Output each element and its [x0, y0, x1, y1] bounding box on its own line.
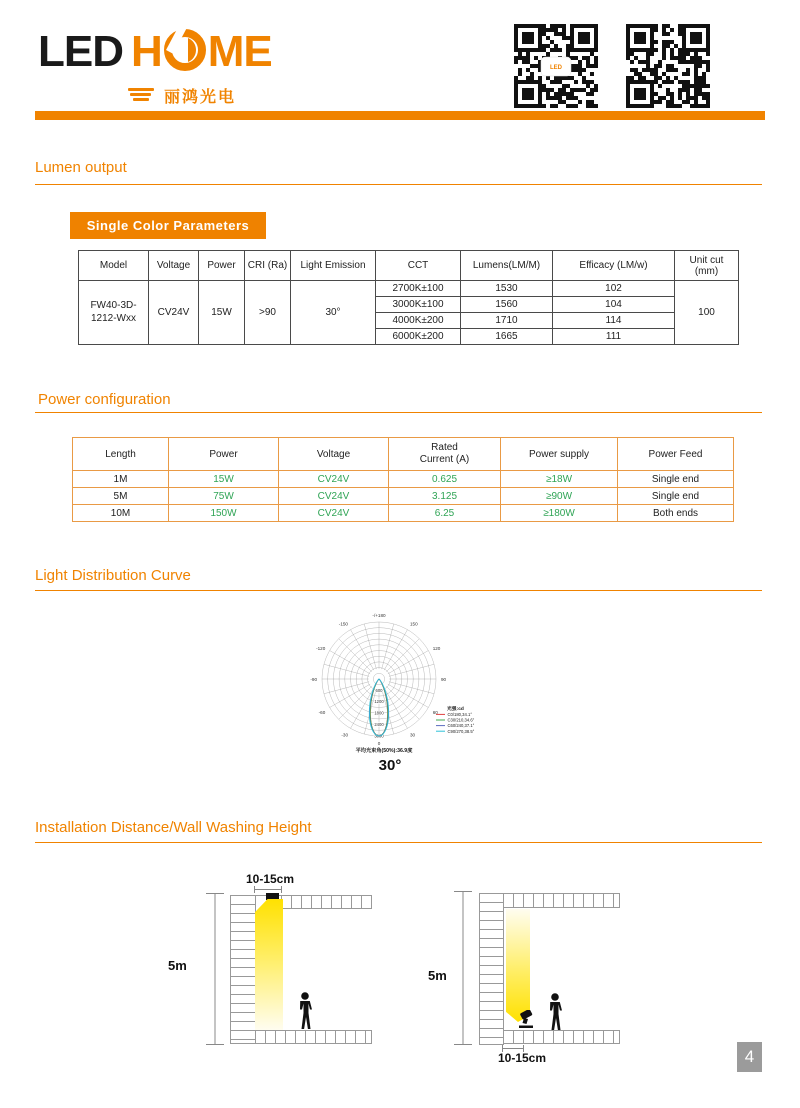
table-cell: 6.25 — [389, 505, 501, 522]
table-cell: 150W — [169, 505, 279, 522]
lumen-output-table — [78, 250, 739, 345]
cct-cell: 6000K±200 — [376, 329, 461, 345]
svg-text:1200: 1200 — [374, 699, 384, 705]
header-divider-bar — [35, 111, 765, 120]
distance-label-top: 10-15cm — [245, 872, 295, 886]
lumens-cell: 1665 — [461, 329, 553, 345]
table-cell: 10M — [73, 505, 169, 522]
svg-text:-/+180: -/+180 — [372, 613, 386, 618]
table-cell: 1M — [73, 471, 169, 488]
single-color-parameters-badge: Single Color Parameters — [70, 212, 266, 239]
unit-cut-cell: 100 — [675, 281, 739, 345]
table-cell: 0.625 — [389, 471, 501, 488]
lumens-cell: 1710 — [461, 313, 553, 329]
light-beam-down — [255, 899, 283, 1030]
svg-text:120: 120 — [432, 645, 441, 651]
light-beam-up — [506, 909, 530, 1022]
svg-text:90: 90 — [441, 676, 447, 682]
qr-code-left — [514, 24, 598, 108]
table-row — [73, 471, 734, 488]
svg-text:60: 60 — [432, 710, 438, 715]
floor — [255, 1030, 372, 1044]
svg-text:-150: -150 — [338, 621, 348, 627]
column-header: Power supply — [501, 438, 618, 471]
svg-text:-60: -60 — [318, 710, 326, 715]
height-measure-line — [204, 893, 226, 1045]
section-rule — [35, 842, 762, 843]
svg-text:1800: 1800 — [374, 710, 384, 716]
table-cell: 75W — [169, 488, 279, 505]
logo-led-text: LED — [38, 27, 123, 76]
section-title-light-distribution-curve: Light Distribution Curve — [35, 567, 191, 584]
column-header: Power Feed — [618, 438, 734, 471]
floor — [503, 1030, 620, 1044]
efficacy-cell: 102 — [553, 281, 675, 297]
efficacy-cell: 104 — [553, 297, 675, 313]
table-cell: CV24V — [279, 505, 389, 522]
cri-cell: >90 — [245, 281, 291, 345]
column-header: Length — [73, 438, 169, 471]
uplight-fixture-icon — [516, 1010, 536, 1030]
person-icon — [547, 993, 563, 1031]
section-title-power-configuration: Power configuration — [38, 391, 171, 408]
wall — [230, 895, 256, 1044]
ceiling — [503, 893, 620, 908]
power-configuration-table — [72, 437, 734, 522]
svg-text:150: 150 — [410, 621, 418, 627]
column-header: Power — [199, 251, 245, 281]
lumens-cell: 1560 — [461, 297, 553, 313]
column-header: Rated Current (A) — [389, 438, 501, 471]
table-cell: ≥90W — [501, 488, 618, 505]
height-measure-line — [452, 891, 474, 1045]
svg-text:0: 0 — [377, 741, 381, 746]
efficacy-cell: 114 — [553, 313, 675, 329]
svg-text:C60/240,37.1°: C60/240,37.1° — [447, 723, 475, 729]
column-header: Lumens(LM/M) — [461, 251, 553, 281]
power-cell: 15W — [199, 281, 245, 345]
cct-cell: 2700K±100 — [376, 281, 461, 297]
table-row — [73, 505, 734, 522]
section-title-lumen-output: Lumen output — [35, 159, 127, 176]
column-header: Light Emission — [291, 251, 376, 281]
logo-h-text: H — [131, 27, 162, 76]
column-header: Power — [169, 438, 279, 471]
column-header: Model — [79, 251, 149, 281]
efficacy-cell: 111 — [553, 329, 675, 345]
svg-text:-30: -30 — [341, 732, 348, 738]
svg-text:平均光束角(50%):36.9度: 平均光束角(50%):36.9度 — [355, 748, 413, 754]
voltage-cell: CV24V — [149, 281, 199, 345]
svg-text:LED: LED — [550, 65, 562, 71]
column-header: CCT — [376, 251, 461, 281]
page-number-badge: 4 — [737, 1042, 762, 1072]
qr-code-right — [626, 24, 710, 108]
person-icon — [297, 992, 313, 1030]
table-row — [79, 281, 739, 297]
svg-text:3000: 3000 — [374, 733, 384, 739]
table-cell: ≥18W — [501, 471, 618, 488]
section-rule — [35, 412, 762, 413]
column-header: CRI (Ra) — [245, 251, 291, 281]
bulb-base-icon — [128, 88, 154, 103]
distance-bracket — [254, 886, 282, 893]
wall — [479, 893, 504, 1045]
table-cell: CV24V — [279, 488, 389, 505]
table-cell: Both ends — [618, 505, 734, 522]
svg-text:-120: -120 — [316, 645, 326, 651]
column-header: Voltage — [279, 438, 389, 471]
model-cell: FW40-3D-1212-Wxx — [79, 281, 149, 345]
ledhome-logo — [38, 26, 272, 83]
light-distribution-chart — [290, 606, 535, 756]
svg-text:2400: 2400 — [374, 722, 384, 727]
svg-text:光强:cd: 光强:cd — [447, 707, 464, 712]
svg-text:30: 30 — [410, 732, 416, 738]
height-label: 5m — [168, 958, 187, 973]
table-cell: 15W — [169, 471, 279, 488]
ceiling — [281, 895, 372, 909]
logo-chinese-text: 丽鸿光电 — [164, 89, 237, 106]
table-cell: Single end — [618, 471, 734, 488]
column-header: Unit cut (mm) — [675, 251, 739, 281]
section-rule — [35, 590, 762, 591]
section-rule — [35, 184, 762, 185]
column-header: Efficacy (LM/w) — [553, 251, 675, 281]
svg-text:C90/270,38.5°: C90/270,38.5° — [447, 728, 475, 734]
table-cell: ≥180W — [501, 505, 618, 522]
lightbulb-icon — [160, 26, 210, 83]
logo-subline — [128, 84, 236, 107]
downlight-fixture-icon — [266, 893, 279, 900]
table-cell: 3.125 — [389, 488, 501, 505]
table-cell: Single end — [618, 488, 734, 505]
table-row — [73, 488, 734, 505]
svg-text:C30/210,34.6°: C30/210,34.6° — [447, 717, 475, 723]
height-label: 5m — [428, 968, 447, 983]
table-cell: 5M — [73, 488, 169, 505]
light-emission-cell: 30° — [291, 281, 376, 345]
cct-cell: 4000K±200 — [376, 313, 461, 329]
beam-angle-label: 30° — [378, 757, 402, 774]
table-cell: CV24V — [279, 471, 389, 488]
cct-cell: 3000K±100 — [376, 297, 461, 313]
column-header: Voltage — [149, 251, 199, 281]
section-title-installation: Installation Distance/Wall Washing Height — [35, 819, 312, 836]
svg-text:600: 600 — [375, 687, 383, 693]
distance-label-bottom: 10-15cm — [497, 1051, 547, 1065]
logo-me-text: ME — [207, 27, 272, 76]
lumens-cell: 1530 — [461, 281, 553, 297]
svg-text:-90: -90 — [310, 676, 317, 682]
svg-text:C0/180,34.1°: C0/180,34.1° — [447, 712, 472, 717]
